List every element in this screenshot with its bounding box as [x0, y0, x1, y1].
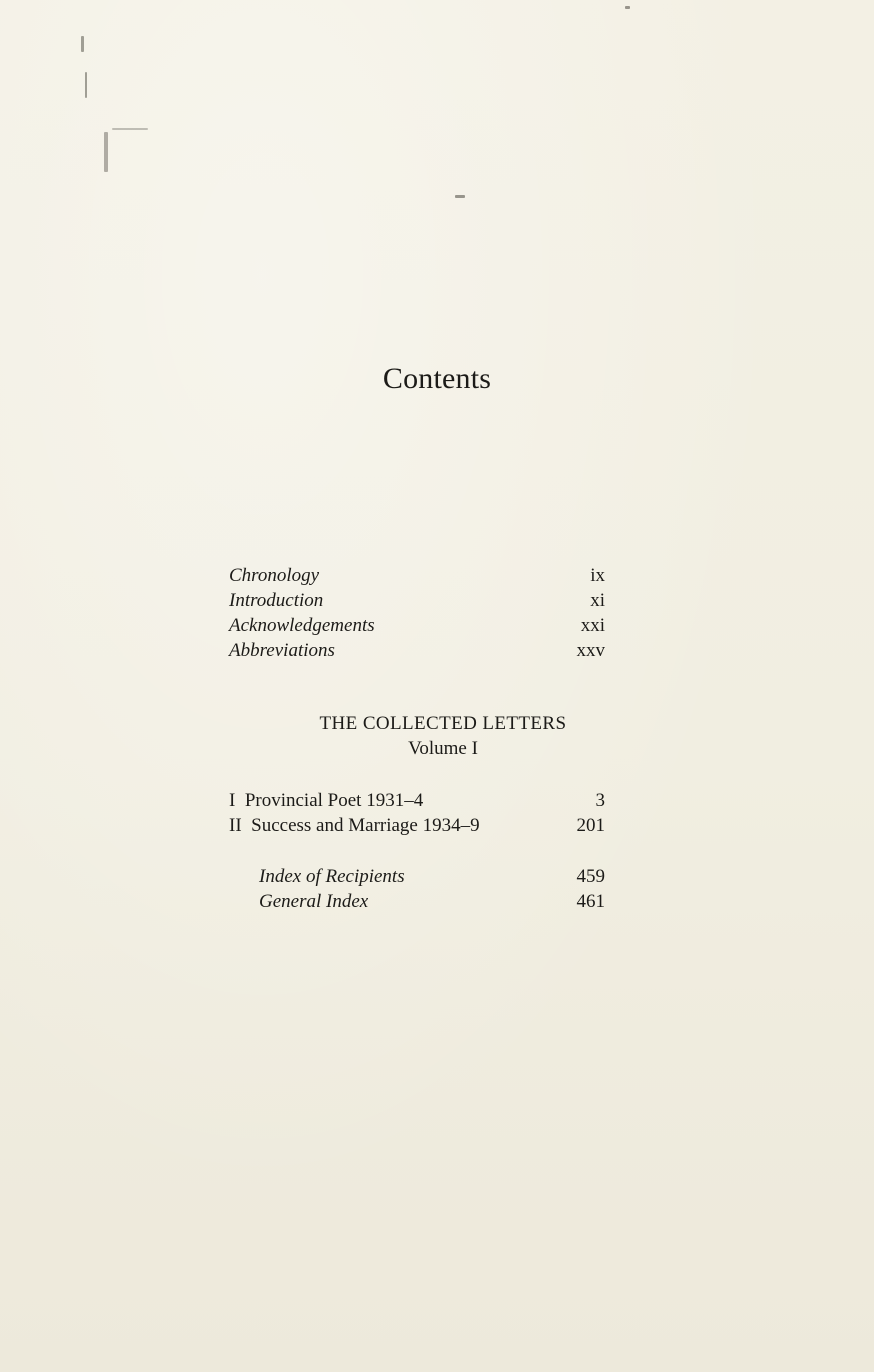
toc-entry-abbreviations: [229, 640, 605, 664]
toc-entry-page: 461: [576, 891, 605, 912]
toc-entry-page: xi: [590, 590, 605, 611]
toc-entry-general-index: [259, 891, 605, 915]
print-speck: [625, 6, 630, 9]
toc-entry-page: 459: [576, 866, 605, 887]
toc-entry-part-one: [229, 790, 605, 814]
toc-entry-acknowledgements: [229, 615, 605, 639]
toc-entry-page: xxi: [580, 615, 605, 636]
volume-heading: Volume I: [408, 738, 478, 759]
print-speck: [112, 128, 148, 130]
toc-entry-label: Index of Recipients: [259, 866, 405, 887]
toc-entry-label: I Provincial Poet 1931–4: [229, 790, 424, 811]
toc-entry-label: Acknowledgements: [229, 615, 375, 636]
print-speck: [81, 36, 84, 52]
toc-entry-page: xxv: [576, 640, 605, 661]
toc-entry-label: II Success and Marriage 1934–9: [229, 815, 480, 836]
print-speck: [85, 72, 87, 98]
toc-entry-part-two: [229, 815, 605, 839]
toc-entry-introduction: [229, 590, 605, 614]
toc-entry-label: General Index: [259, 891, 369, 912]
toc-entry-page: 201: [576, 815, 605, 836]
toc-entry-page: ix: [590, 565, 605, 586]
print-speck: [104, 132, 108, 172]
toc-entry-index-of-recipients: [259, 866, 605, 890]
toc-entry-page: 3: [595, 790, 605, 811]
print-speck: [455, 195, 465, 198]
toc-entry-label: Chronology: [229, 565, 320, 586]
page-title: Contents: [382, 362, 492, 395]
section-heading: THE COLLECTED LETTERS: [319, 713, 567, 734]
toc-entry-label: Abbreviations: [229, 640, 335, 661]
toc-entry-chronology: [229, 565, 605, 589]
toc-entry-label: Introduction: [229, 590, 324, 611]
